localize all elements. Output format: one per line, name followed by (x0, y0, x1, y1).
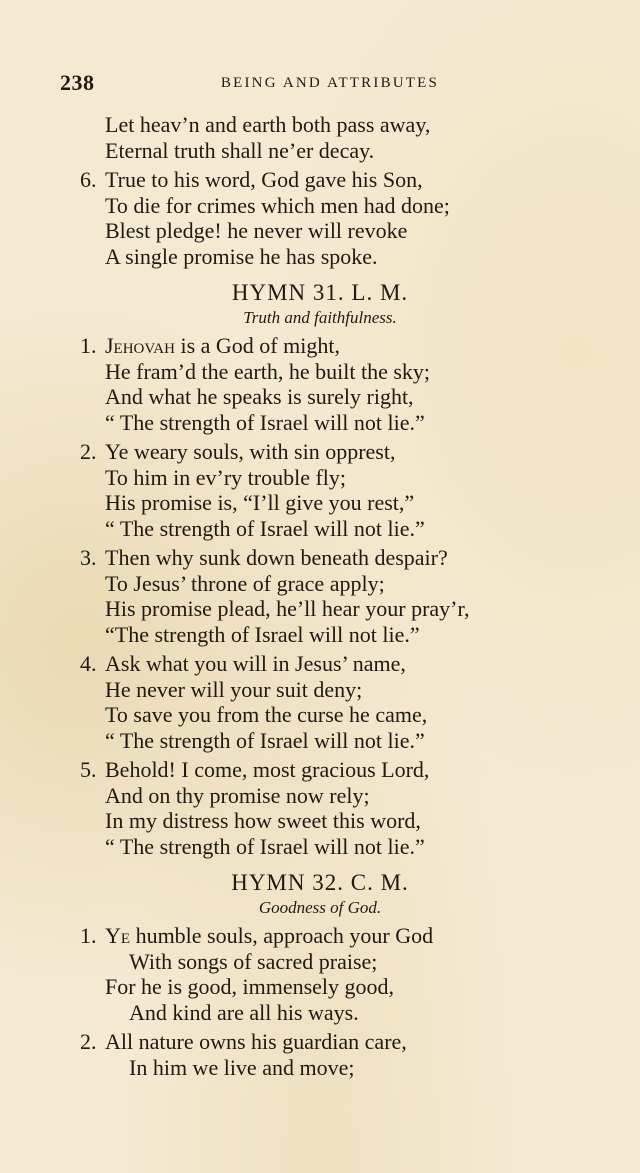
verse-line: He fram’d the earth, he built the sky; (105, 358, 431, 384)
verse-line: A single promise he has spoke. (105, 243, 378, 269)
hymn-31-verse-3 (80, 545, 560, 647)
hymn-32-verse-1 (80, 923, 560, 1025)
running-head: BEING AND ATTRIBUTES (220, 75, 440, 91)
verse-line: To Jesus’ throne of grace apply; (105, 570, 385, 596)
verse-line: For he is good, immensely good, (105, 974, 395, 999)
hymn-32-title: HYMN 32. C. M. (231, 870, 409, 895)
verse-number: 2. (80, 439, 97, 464)
verse-line: To save you from the curse he came, (105, 702, 428, 727)
verse-number: 6. (80, 167, 97, 192)
continuation-verse (80, 112, 560, 163)
verse-number: 1. (80, 333, 97, 358)
verse-line: 5. Behold! I come, most gracious Lord, (80, 757, 430, 782)
verse-line: 2. All nature owns his guardian care, (80, 1029, 407, 1054)
verse-line: “ The strength of Israel will not lie.” (105, 515, 425, 541)
first-word: Jehovah (105, 333, 175, 358)
verse-line: “ The strength of Israel will not lie.” (105, 409, 425, 435)
first-word: Ye (105, 923, 131, 948)
verse-line: “ The strength of Israel will not lie.” (105, 727, 425, 753)
verse-number: 4. (80, 651, 97, 676)
verse-line: 2. Ye weary souls, with sin opprest, (80, 439, 396, 464)
verse-6 (80, 167, 560, 269)
verse-line: 6. True to his word, God gave his Son, (80, 167, 423, 192)
verse-line: 3. Then why sunk down beneath despair? (80, 545, 448, 570)
verse-line: In my distress how sweet this word, (105, 808, 421, 833)
hymn-31-verse-1 (80, 333, 560, 435)
page-content (80, 112, 560, 1084)
hymn-32-subtitle: Goodness of God. (258, 898, 382, 917)
verse-line: He never will your suit deny; (105, 676, 363, 702)
hymn-31-verse-2 (80, 439, 560, 541)
verse-line: His promise is, “I’ll give you rest,” (105, 490, 415, 515)
verse-line: 1. Ye humble souls, approach your God (80, 923, 434, 948)
verse-line: His promise plead, he’ll hear your pray’r, (105, 596, 470, 621)
verse-line: In him we live and move; (129, 1054, 355, 1080)
verse-line: To him in ev’ry trouble fly; (105, 464, 347, 490)
hymn-31-title: HYMN 31. L. M. (231, 280, 409, 305)
hymn-31-verse-5 (80, 757, 560, 859)
verse-line: With songs of sacred praise; (129, 948, 378, 974)
verse-line: Blest pledge! he never will revoke (105, 218, 408, 243)
verse-number: 1. (80, 923, 97, 948)
verse-line: 1. Jehovah is a God of might, (80, 333, 340, 358)
verse-line: Let heav’n and earth both pass away, (105, 112, 431, 137)
page-header (60, 70, 560, 100)
verse-line: “ The strength of Israel will not lie.” (105, 833, 425, 859)
page-number: 238 (60, 70, 95, 95)
verse-number: 5. (80, 757, 97, 782)
verse-number: 2. (80, 1029, 97, 1054)
verse-line: “The strength of Israel will not lie.” (105, 621, 420, 647)
verse-line: And kind are all his ways. (129, 999, 359, 1025)
verse-line: And on thy promise now rely; (105, 782, 370, 808)
hymn-31-subtitle: Truth and faithfulness. (243, 308, 397, 327)
verse-line: Eternal truth shall ne’er decay. (105, 137, 375, 163)
hymn-32-verse-2 (80, 1029, 560, 1080)
verse-line: 4. Ask what you will in Jesus’ name, (80, 651, 406, 676)
hymn-31-verse-4 (80, 651, 560, 753)
verse-line: To die for crimes which men had done; (105, 192, 450, 218)
verse-line: And what he speaks is surely right, (105, 384, 414, 409)
verse-number: 3. (80, 545, 97, 570)
